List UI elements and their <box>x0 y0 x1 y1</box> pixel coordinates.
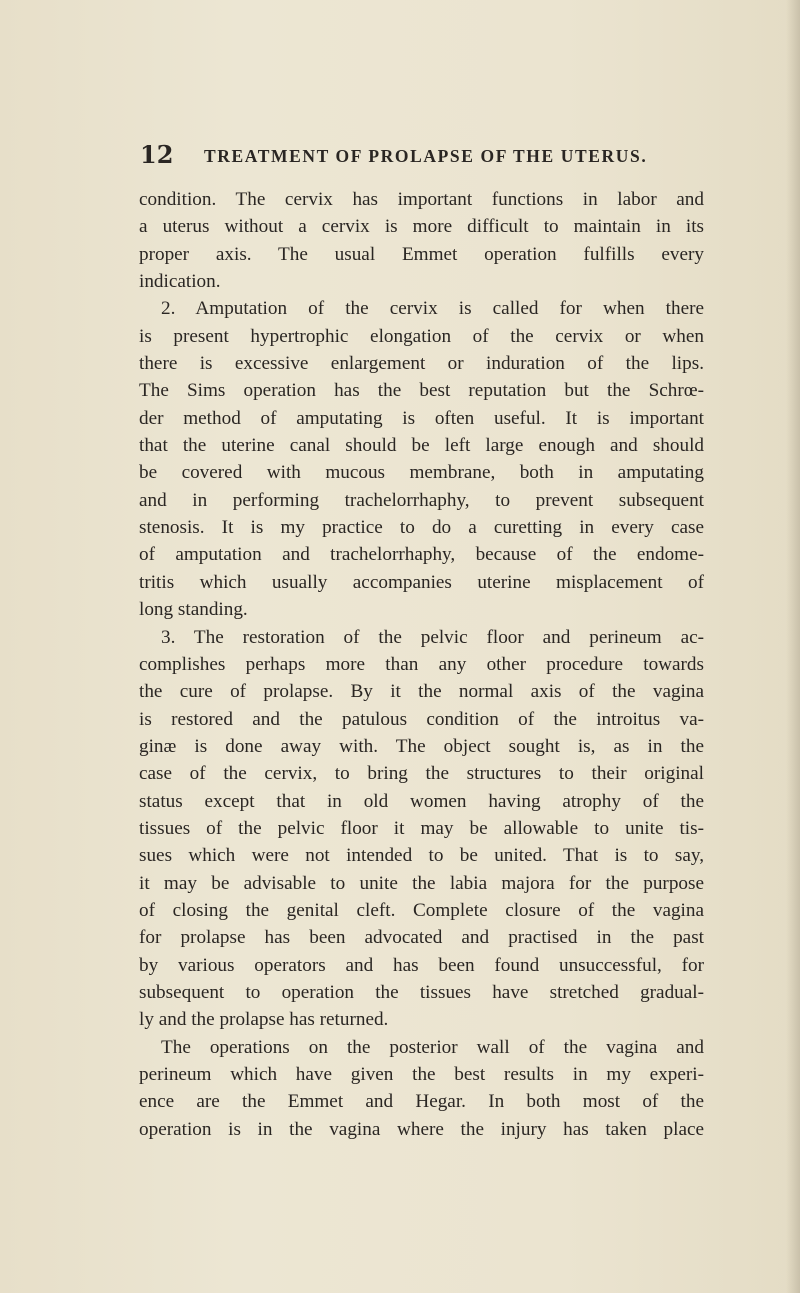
text-line: is present hypertrophic elongation of the cervix or when <box>139 325 704 347</box>
text-line: ly and the prolapse has returned. <box>139 1009 389 1031</box>
text-line: condition. The cervix has important functions in labor and <box>139 189 704 210</box>
text-line: tissues of the pelvic floor it may be allowable to unite tis- <box>139 817 704 839</box>
text-line: and in performing trachelorrhaphy, to prevent subsequent <box>139 489 704 511</box>
text-line: status except that in old women having atrophy of the <box>139 790 704 812</box>
page-header <box>140 140 700 170</box>
text-line: that the uterine canal should be left large enough and should <box>139 435 704 457</box>
text-line: by various operators and has been found unsuccessful, for <box>139 954 704 976</box>
text-line: is restored and the patulous condition of the introitus va- <box>139 708 704 730</box>
running-title: TREATMENT OF PROLAPSE OF THE UTERUS. <box>204 146 648 166</box>
text-line: there is excessive enlargement or induration of the lips. <box>139 353 704 375</box>
text-line: operation is in the vagina where the injury has taken place <box>139 1118 704 1140</box>
text-line: case of the cervix, to bring the structures to their original <box>139 763 704 785</box>
text-line: subsequent to operation the tissues have stretched gradual- <box>139 981 704 1003</box>
text-line: complishes perhaps more than any other procedure towards <box>139 653 704 675</box>
text-line: the cure of prolapse. By it the normal axis of the vagina <box>139 681 704 703</box>
text-line: The operations on the posterior wall of the vagina and <box>161 1036 704 1058</box>
text-line: of closing the genital cleft. Complete closure of the vagina <box>139 899 704 921</box>
text-line: The Sims operation has the best reputation but the Schrœ- <box>139 380 704 402</box>
text-line: ginæ is done away with. The object sought is, as in the <box>139 735 704 757</box>
body-text <box>139 186 704 1143</box>
page-edge-shadow <box>786 0 800 1293</box>
text-line: sues which were not intended to be united. That is to say, <box>139 845 704 867</box>
text-line: 3. The restoration of the pelvic floor and perineum ac- <box>161 626 704 648</box>
text-line: 2. Amputation of the cervix is called for when there <box>161 298 704 320</box>
page-number: 12 <box>140 140 174 169</box>
text-line: a uterus without a cervix is more difficult to maintain in its <box>139 216 704 238</box>
text-line: long standing. <box>139 599 248 621</box>
text-line: perineum which have given the best results in my experi- <box>139 1064 704 1085</box>
text-line: of amputation and trachelorrhaphy, because of the endome- <box>139 544 704 566</box>
text-line: it may be advisable to unite the labia majora for the purpose <box>139 872 704 894</box>
text-line: indication. <box>139 271 221 293</box>
text-line: ence are the Emmet and Hegar. In both most of the <box>139 1091 704 1113</box>
text-line: proper axis. The usual Emmet operation fulfills every <box>139 243 704 265</box>
text-line: tritis which usually accompanies uterine misplacement of <box>139 571 704 593</box>
text-line: der method of amputating is often useful. It is important <box>139 407 704 429</box>
text-line: stenosis. It is my practice to do a curetting in every case <box>139 517 704 539</box>
text-line: be covered with mucous membrane, both in amputating <box>139 462 704 484</box>
text-line: for prolapse has been advocated and practised in the past <box>139 927 704 949</box>
